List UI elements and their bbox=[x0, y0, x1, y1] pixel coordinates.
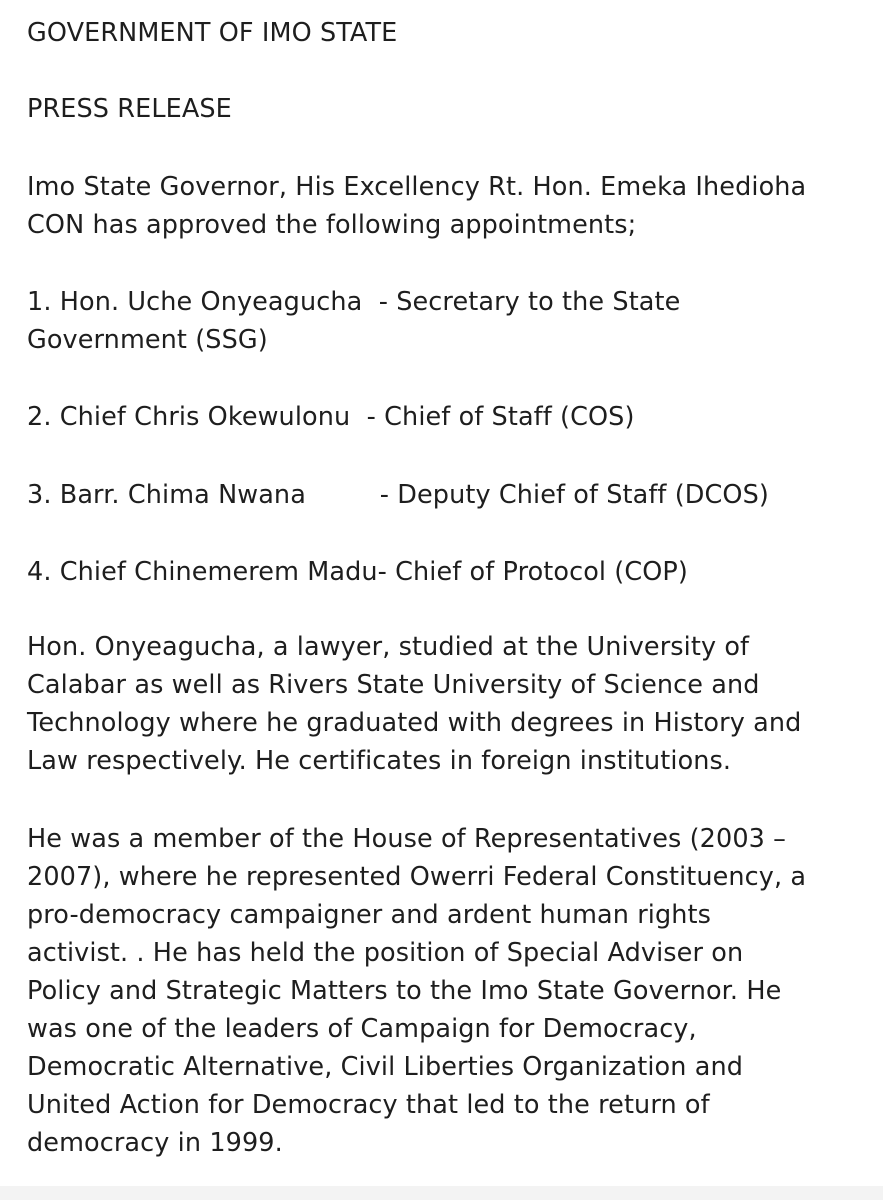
appointment-1-line-1: 1. Hon. Uche Onyeagucha - Secretary to the State bbox=[27, 287, 681, 317]
bio-paragraph-2-line-5: Policy and Strategic Matters to the Imo State Governor. He bbox=[27, 976, 782, 1006]
bio-paragraph-1-line-1: Hon. Onyeagucha, a lawyer, studied at the University of bbox=[27, 632, 750, 662]
appointment-4: 4. Chief Chinemerem Madu- Chief of Protocol (COP) bbox=[27, 557, 688, 587]
intro-line-1: Imo State Governor, His Excellency Rt. Hon. Emeka Ihedioha bbox=[27, 172, 807, 202]
intro-line-2: CON has approved the following appointments; bbox=[27, 210, 637, 240]
bio-paragraph-2-line-6: was one of the leaders of Campaign for Democracy, bbox=[27, 1014, 697, 1044]
bio-paragraph-1-line-3: Technology where he graduated with degrees in History and bbox=[27, 708, 802, 738]
bio-paragraph-2-line-1: He was a member of the House of Representatives (2003 – bbox=[27, 824, 787, 854]
appointment-3: 3. Barr. Chima Nwana - Deputy Chief of Staff (DCOS) bbox=[27, 480, 769, 510]
bio-paragraph-1-line-2: Calabar as well as Rivers State University of Science and bbox=[27, 670, 760, 700]
bio-paragraph-2-line-7: Democratic Alternative, Civil Liberties Organization and bbox=[27, 1052, 743, 1082]
appointment-2: 2. Chief Chris Okewulonu - Chief of Staff (COS) bbox=[27, 402, 635, 432]
bottom-edge-strip bbox=[0, 1186, 883, 1200]
bio-paragraph-2-line-9: democracy in 1999. bbox=[27, 1128, 283, 1158]
appointment-1-line-2: Government (SSG) bbox=[27, 325, 268, 355]
bio-paragraph-2-line-4: activist. . He has held the position of Special Adviser on bbox=[27, 938, 744, 968]
press-release-title: PRESS RELEASE bbox=[27, 94, 232, 124]
bio-paragraph-2-line-3: pro-democracy campaigner and ardent human rights bbox=[27, 900, 711, 930]
government-header: GOVERNMENT OF IMO STATE bbox=[27, 18, 398, 48]
bio-paragraph-1-line-4: Law respectively. He certificates in foreign institutions. bbox=[27, 746, 732, 776]
bio-paragraph-2-line-2: 2007), where he represented Owerri Federal Constituency, a bbox=[27, 862, 807, 892]
bio-paragraph-2-line-8: United Action for Democracy that led to the return of bbox=[27, 1090, 710, 1120]
